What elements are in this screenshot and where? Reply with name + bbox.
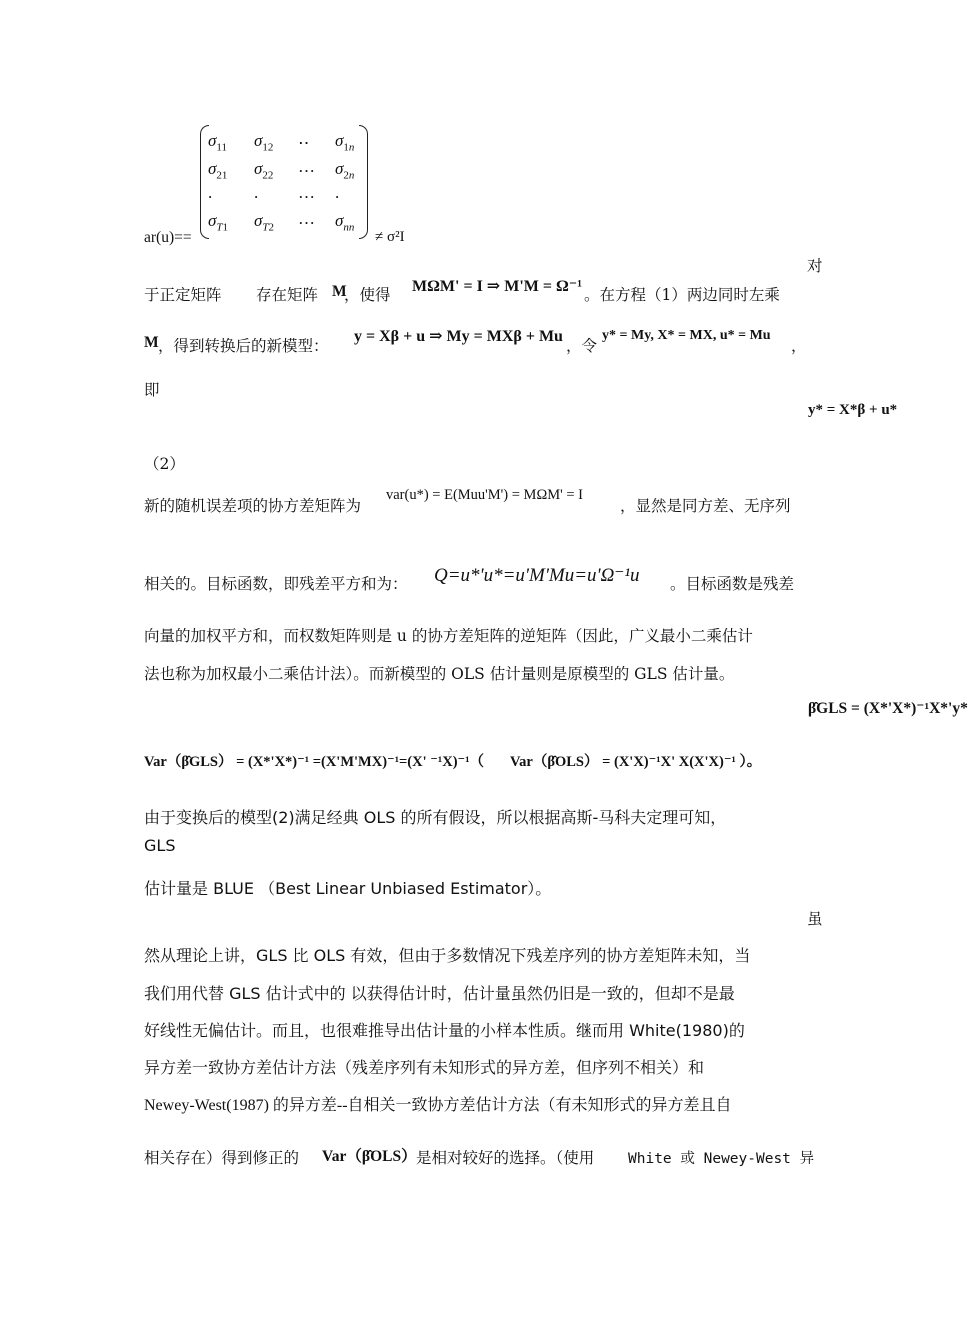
paragraph-line-c: 是相对较好的选择。（使用 xyxy=(416,1149,595,1167)
paragraph-line: 向量的加权平方和，而权数矩阵则是 u 的协方差矩阵的逆矩阵（因此，广义最小二乘估计 xyxy=(144,627,753,645)
paragraph-line: 我们用代替 GLS 估计式中的 以获得估计时，估计量虽然仍旧是一致的，但却不是最 xyxy=(144,984,735,1003)
matrix-cell: $\sigma_{2n}$ xyxy=(335,159,355,182)
formula-model-2: y* = X*β + u* xyxy=(808,402,898,418)
formula-transform-defs: y* = My, X* = MX, u* = Mu xyxy=(602,328,771,343)
paragraph-line: 估计量是 BLUE （Best Linear Unbiased Estimator）。 xyxy=(144,879,552,898)
line1-text-b: 存在矩阵 xyxy=(256,286,319,304)
formula-var-beta-gls: Var（β̂GLS） = (X*'X*)⁻¹ =(X'M'MX)⁻¹=(X' ⁻¹X)⁻¹（ xyxy=(144,754,485,770)
matrix-cell: $\sigma_{11}$ xyxy=(208,131,227,154)
matrix-cell: . xyxy=(208,183,213,202)
line1-text-a: 于正定矩阵 xyxy=(144,286,222,304)
paragraph-line: Newey-West(1987) 的异方差--自相关一致协方差估计方法（有未知形式的异方差且自 xyxy=(144,1097,732,1114)
paragraph-line: GLS xyxy=(144,836,176,855)
paragraph-line-a: 相关存在）得到修正的 xyxy=(144,1149,300,1167)
formula-var-u-star: var(u*) = E(Muu'M') = MΩM' = I xyxy=(386,487,583,503)
paragraph-line: 异方差一致协方差估计方法（残差序列有未知形式的异方差，但序列不相关）和 xyxy=(144,1058,705,1077)
matrix-cell: $\sigma_{nn}$ xyxy=(335,211,355,234)
paragraph-line: 好线性无偏估计。而且，也很难推导出估计量的小样本性质。继而用 White(1980)的 xyxy=(144,1021,745,1040)
matrix-cell: $\sigma_{21}$ xyxy=(208,159,228,182)
line2-text-b: ，得到转换后的新模型： xyxy=(158,337,329,355)
matrix-cell: $\sigma_{1n}$ xyxy=(335,131,355,154)
var-u-label: ar(u)== xyxy=(144,229,192,246)
neq-sigma-i: ≠ σ²I xyxy=(375,229,405,245)
char-ji: 即 xyxy=(144,381,160,399)
char-sui: 虽 xyxy=(807,910,823,928)
char-dui: 对 xyxy=(807,257,823,275)
line2-text-c: ，令 xyxy=(566,337,598,355)
line2-symbol-m: M xyxy=(144,334,159,351)
line1-text-d: ，使得 xyxy=(344,286,391,304)
line1-symbol-m: M xyxy=(332,283,347,300)
covariance-matrix xyxy=(200,125,370,243)
line4-text-b: 。目标函数是残差 xyxy=(670,575,795,593)
line3-text-b: ，显然是同方差、无序列 xyxy=(620,497,791,515)
matrix-cell: … xyxy=(298,209,315,228)
line3-text-a: 新的随机误差项的协方差矩阵为 xyxy=(144,497,362,515)
matrix-cell: . xyxy=(254,183,259,202)
matrix-cell: . xyxy=(335,183,340,202)
formula-new-model: y = Xβ + u ⇒ My = MXβ + Mu xyxy=(354,328,563,345)
paragraph-line: 由于变换后的模型(2)满足经典 OLS 的所有假设，所以根据高斯-马科夫定理可知， xyxy=(144,808,727,827)
formula-var-beta-ols: Var（β̂OLS） = (X'X)⁻¹X' X(X'X)⁻¹ ）。 xyxy=(510,754,762,770)
matrix-cell: $\sigma_{T2}$ xyxy=(254,211,275,234)
matrix-cell: $\sigma_{22}$ xyxy=(254,159,274,182)
matrix-cell: $\sigma_{12}$ xyxy=(254,131,274,154)
matrix-cell: … xyxy=(298,183,315,202)
right-bracket xyxy=(359,125,368,239)
matrix-cell: $\sigma_{T1}$ xyxy=(208,211,229,234)
paragraph-line: 然从理论上讲，GLS 比 OLS 有效，但由于多数情况下残差序列的协方差矩阵未知，当 xyxy=(144,946,751,965)
paragraph-line: 法也称为加权最小二乘估计法）。而新模型的 OLS 估计量则是原模型的 GLS 估计量。 xyxy=(144,665,735,683)
line4-text-a: 相关的。目标函数，即残差平方和为： xyxy=(144,575,408,593)
matrix-cell: ‥ xyxy=(298,129,310,148)
formula-beta-gls: β̂GLS = (X*'X*)⁻¹X*'y* xyxy=(808,700,968,717)
formula-var-beta-ols-inline: Var（β̂OLS） xyxy=(322,1148,417,1165)
paragraph-line-d: White 或 Newey-West 异 xyxy=(628,1151,815,1167)
line2-text-d: ， xyxy=(791,337,807,355)
formula-mom: MΩM' = I ⇒ M'M = Ω⁻¹ xyxy=(412,278,583,295)
line1-text-e: 。在方程（1）两边同时左乘 xyxy=(584,286,780,304)
eq-label-2: （2） xyxy=(144,455,185,473)
matrix-cell: … xyxy=(298,157,315,176)
formula-objective-q: Q=u*'u*=u'M'Mu=u'Ω⁻¹u xyxy=(434,565,640,586)
